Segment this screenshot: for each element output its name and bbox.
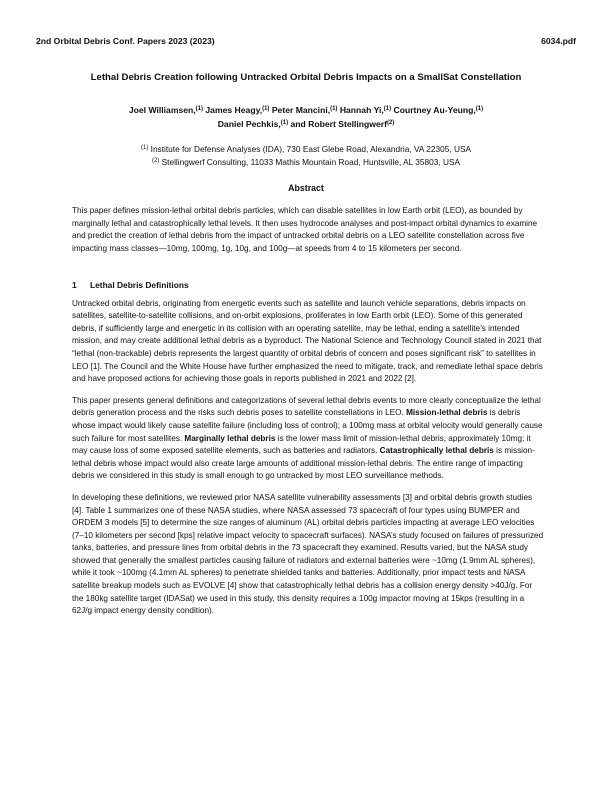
- affiliation-mark: (1): [195, 106, 204, 112]
- affiliation-text: Stellingwerf Consulting, 11033 Mathis Mountain Road, Huntsville, AL 35803, USA: [159, 157, 461, 167]
- affiliation-mark: (2): [386, 120, 395, 126]
- paragraph-3: In developing these definitions, we reviewed prior NASA satellite vulnerability assessments [3] and orbital debris growth studies [4]. Table 1 summarizes one of these NASA studies, where NASA assessed 73 spacecraft of four types using BUMPER and ORDEM 3 models [5] to determine the size ranges of aluminum (AL) orbital debris particles impacting at average LEO velocities (7–10 kilometers per second [kps] relative impact velocity to spacecraft surfaces). NASA’s study focused on failures of pressurized tanks, batteries, and pressure lines from orbital debris in the 73 spacecraft they examined. Results varied, but the NASA study showed that generally the smallest particles causing failure of radiators and external batteries were ~10mg (1.9mm AL spheres), while it took ~100mg (4.1mm AL spheres) to penetrate shielded tanks and batteries. Additionally, prior impact tests and NASA satellite breakup models such as EVOLVE [4] show that catastrophically lethal debris has a collision energy density >40J/g. For the 180kg satellite target (IDASat) we used in this study, this density requires a 100g impactor moving at 15kps (resulting in a 62J/g impact energy density condition).: [72, 492, 544, 616]
- affiliation-mark: (1): [330, 106, 338, 112]
- text-run: is debris whose impact would likely cause satellite failure (including loss of control); a 100mg mass at orbital velocity would generally cause such failure for most satellites.: [72, 408, 543, 443]
- author-name: Daniel Pechkis,: [217, 119, 281, 129]
- affiliation-1: [36, 143, 576, 156]
- affiliations: [36, 143, 576, 169]
- running-header: [36, 36, 576, 46]
- abstract-body: [72, 205, 544, 264]
- affiliation-mark: (1): [280, 120, 289, 126]
- text-run: is the lower mass limit of mission-lethal debris, approximately 10mg; it may cause loss of some exposed satellite elements, such as batteries and radiators.: [72, 433, 531, 456]
- term-marginally-lethal: Marginally lethal debris: [184, 433, 276, 443]
- author-name: Courtney Au-Yeung,: [391, 105, 476, 115]
- abstract-heading: Abstract: [288, 183, 324, 193]
- section-lethal-debris-definitions: [72, 279, 544, 627]
- author-list: [36, 103, 576, 131]
- affiliation-mark: (1): [262, 106, 270, 112]
- author-name: and Robert Stellingwerf: [288, 119, 387, 129]
- paragraph-1: Untracked orbital debris, originating from energetic events such as satellite and launch vehicle separations, debris impacts on satellites, satellite-to-satellite collisions, and on-orbit explosions, proliferates in low Earth orbit (LEO). Some of this generated debris, if sufficiently large and energetic in its collision with an operating satellite, may be lethal, ending a satellite’s intended mission, and may create additional lethal debris as a byproduct. The National Science and Technology Council stated in 2021 that “lethal (non-trackable) debris represents the largest quantity of orbital debris of concern and poses significant risk” to satellites in LEO [1]. The Council and the White House have further emphasized the need to mitigate, track, and remediate lethal space debris and have proposed actions for achieving those goals in reports published in 2021 and 2022 [2].: [72, 298, 543, 384]
- author-name: Peter Mancini,: [269, 105, 331, 115]
- affiliation-mark: (1): [475, 106, 484, 112]
- author-name: Joel Williamsen,: [128, 105, 196, 115]
- author-line-2: [36, 117, 576, 131]
- paper-title: Lethal Debris Creation following Untracked Orbital Debris Impacts on a SmallSat Constellation: [90, 72, 522, 83]
- affiliation-2: [36, 156, 576, 169]
- affiliation-mark: (2): [151, 158, 160, 164]
- author-name: James Heagy,: [203, 105, 263, 115]
- text-run: is mission-lethal debris whose impact would also create large amounts of additional mission-lethal debris. The entire range of impacting debris we considered in this study is small enough to go untracked by most LEO surveillance methods.: [72, 446, 535, 481]
- section-heading: [72, 279, 544, 292]
- term-catastrophically-lethal: Catastrophically lethal debris: [379, 446, 494, 456]
- author-line-1: [36, 103, 576, 117]
- abstract-paragraph: This paper defines mission-lethal orbital debris particles, which can disable satellites in low Earth orbit (LEO), as bounded by marginally lethal and catastrophically lethal levels. It then uses hydrocode analyses and post-impact orbital dynamics to examine and predict the creation of lethal debris from the impact of untracked orbital debris on a LEO satellite constellation across five impacting mass classes—10mg, 100mg, 1g, 10g, and 100g—at speeds from 4 to 15 kilometers per second.: [72, 206, 538, 253]
- section-number: 1: [72, 280, 77, 290]
- file-name: 6034.pdf: [541, 36, 576, 46]
- author-name: Hannah Yi,: [337, 105, 384, 115]
- affiliation-text: Institute for Defense Analyses (IDA), 730 East Glebe Road, Alexandria, VA 22305, USA: [148, 144, 472, 154]
- paragraph-2: [72, 395, 544, 483]
- conference-name: 2nd Orbital Debris Conf. Papers 2023 (2023): [36, 36, 215, 46]
- text-run: This paper presents general definitions and categorizations of several lethal debris events to more clearly conceptualize the lethal debris generation process and the risks such debris poses to satellite constellations in LEO.: [72, 395, 541, 418]
- affiliation-mark: (1): [383, 106, 392, 112]
- term-mission-lethal: Mission-lethal debris: [406, 408, 488, 418]
- affiliation-mark: (1): [140, 145, 149, 151]
- section-title: Lethal Debris Definitions: [90, 280, 189, 290]
